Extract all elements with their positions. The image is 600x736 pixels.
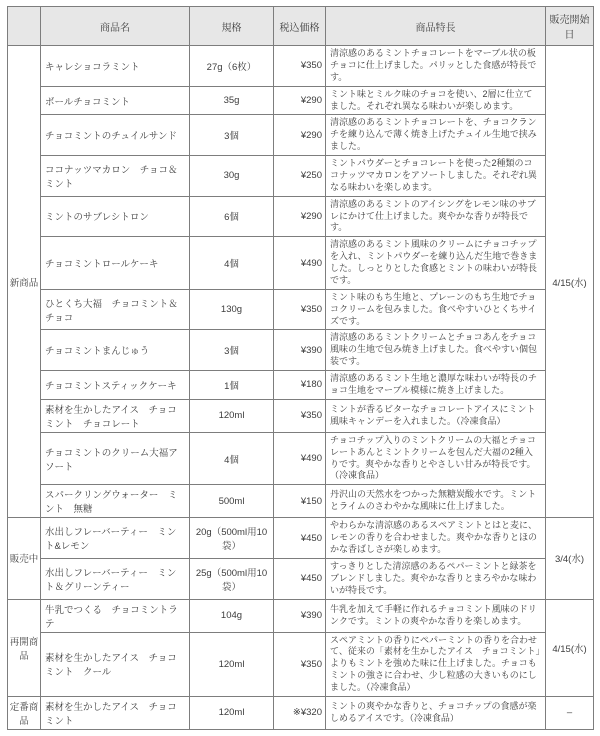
feature-cell: 清涼感のあるミント生地と濃厚な味わいが特長のチョコ生地をマーブル模様に焼き上げました。 (326, 371, 546, 400)
product-row (8, 432, 594, 485)
product-row (8, 237, 594, 290)
product-name-cell: 素材を生かしたアイス チョコミント (41, 696, 190, 729)
product-name-cell: ミントのサブレシトロン (41, 196, 190, 237)
launch-date-cell: 4/15(水) (546, 46, 594, 518)
launch-date-cell: 4/15(水) (546, 599, 594, 696)
feature-cell: ミント味とミルク味のチョコを使い、2層に仕立てました。それぞれ異なる味わいが楽しめます。 (326, 86, 546, 115)
launch-date-cell: – (546, 696, 594, 729)
feature-cell: ミントパウダーとチョコレートを使った2種類のココナッツマカロンをアソートしました。それぞれ異なる味わいを楽しめます。 (326, 156, 546, 197)
product-name-cell: チョコミントスティックケーキ (41, 371, 190, 400)
price-cell: ¥350 (274, 399, 326, 432)
price-cell: ¥180 (274, 371, 326, 400)
spec-cell: 3個 (190, 330, 274, 371)
feature-cell: すっきりとした清涼感のあるペパーミントと緑茶をブレンドしました。爽やかな香りとまろやかな味わいが特長です。 (326, 558, 546, 599)
price-cell: ¥250 (274, 156, 326, 197)
price-cell: ※¥320 (274, 696, 326, 729)
category-cell: 新商品 (8, 46, 41, 518)
product-name-cell: 水出しフレーバーティー ミント&レモン (41, 518, 190, 559)
spec-cell: 25g（500ml用10袋） (190, 558, 274, 599)
category-cell: 再開商品 (8, 599, 41, 696)
product-row (8, 696, 594, 729)
product-row (8, 485, 594, 518)
spec-cell: 35g (190, 86, 274, 115)
product-row (8, 518, 594, 559)
spec-cell: 120ml (190, 399, 274, 432)
product-name-cell: ココナッツマカロン チョコ＆ミント (41, 156, 190, 197)
product-row (8, 399, 594, 432)
product-row (8, 115, 594, 156)
price-cell: ¥490 (274, 237, 326, 290)
spec-cell: 500ml (190, 485, 274, 518)
price-cell: ¥150 (274, 485, 326, 518)
product-row (8, 558, 594, 599)
price-cell: ¥290 (274, 115, 326, 156)
product-table (7, 6, 594, 730)
product-row (8, 86, 594, 115)
feature-cell: 清涼感のあるミントチョコレートを、チョコクランチを練り込んで薄く焼き上げたチュイル生地で挟みました。 (326, 115, 546, 156)
category-cell: 販売中 (8, 518, 41, 599)
col-header-spec: 規格 (190, 7, 274, 46)
col-header-price: 税込価格 (274, 7, 326, 46)
product-row (8, 196, 594, 237)
feature-cell: 清涼感のあるミントクリームとチョコあんをチョコ風味の生地で包み焼き上げました。食べやすい個包装です。 (326, 330, 546, 371)
product-name-cell: 素材を生かしたアイス チョコミント クール (41, 632, 190, 696)
feature-cell: チョコチップ入りのミントクリームの大福とチョコレートあんとミントクリームを包んだ大福の2種入りです。爽やかな香りとやさしい甘みが特長です。（冷凍食品） (326, 432, 546, 485)
product-row (8, 289, 594, 330)
price-cell: ¥290 (274, 196, 326, 237)
spec-cell: 4個 (190, 237, 274, 290)
feature-cell: スペアミントの香りにペパーミントの香りを合わせて、従来の「素材を生かしたアイス チョコミント」よりもミントを強めた味に仕上げました。チョコもミントの強さに合わせ、少し粒感の大きいものにしました。（冷凍食品） (326, 632, 546, 696)
product-name-cell: スパークリングウォーター ミント 無糖 (41, 485, 190, 518)
header-row (8, 7, 594, 46)
spec-cell: 30g (190, 156, 274, 197)
price-cell: ¥350 (274, 289, 326, 330)
price-cell: ¥390 (274, 599, 326, 632)
product-name-cell: チョコミントまんじゅう (41, 330, 190, 371)
feature-cell: やわらかな清涼感のあるスペアミントとはと麦に、レモンの香りを合わせました。爽やかな香りとほのかな香ばしさが楽しめます。 (326, 518, 546, 559)
feature-cell: ミント味のもち生地と、プレーンのもち生地でチョコクリームを包みました。食べやすいひとくちサイズです。 (326, 289, 546, 330)
spec-cell: 27g（6枚） (190, 46, 274, 87)
feature-cell: 清涼感のあるミントのアイシングをレモン味のサブレにかけて仕上げました。爽やかな香りが特長です。 (326, 196, 546, 237)
price-cell: ¥290 (274, 86, 326, 115)
price-cell: ¥490 (274, 432, 326, 485)
spec-cell: 1個 (190, 371, 274, 400)
product-row (8, 371, 594, 400)
feature-cell: ミントの爽やかな香りと、チョコチップの食感が楽しめるアイスです。（冷凍食品） (326, 696, 546, 729)
product-name-cell: キャレショコラミント (41, 46, 190, 87)
product-name-cell: チョコミントロールケーキ (41, 237, 190, 290)
price-cell: ¥350 (274, 632, 326, 696)
category-cell: 定番商品 (8, 696, 41, 729)
product-row (8, 599, 594, 632)
product-name-cell: ボールチョコミント (41, 86, 190, 115)
col-header-product-name: 商品名 (41, 7, 190, 46)
spec-cell: 130g (190, 289, 274, 330)
category-header-cell (8, 7, 41, 46)
spec-cell: 120ml (190, 632, 274, 696)
col-header-launch-date: 販売開始日 (546, 7, 594, 46)
feature-cell: 丹沢山の天然水をつかった無糖炭酸水です。ミントとライムのさわやかな風味に仕上げました。 (326, 485, 546, 518)
feature-cell: 清涼感のあるミントチョコレートをマーブル状の板チョコに仕上げました。パリッとした食感が特長です。 (326, 46, 546, 87)
col-header-feature: 商品特長 (326, 7, 546, 46)
feature-cell: 牛乳を加えて手軽に作れるチョコミント風味のドリンクです。ミントの爽やかな香りを楽しめます。 (326, 599, 546, 632)
spec-cell: 3個 (190, 115, 274, 156)
spec-cell: 104g (190, 599, 274, 632)
product-name-cell: チョコミントのクリーム大福アソート (41, 432, 190, 485)
product-name-cell: 素材を生かしたアイス チョコミント チョコレート (41, 399, 190, 432)
spec-cell: 6個 (190, 196, 274, 237)
table-body (8, 46, 594, 730)
price-cell: ¥390 (274, 330, 326, 371)
price-cell: ¥350 (274, 46, 326, 87)
product-row (8, 330, 594, 371)
product-name-cell: 牛乳でつくる チョコミントラテ (41, 599, 190, 632)
launch-date-cell: 3/4(水) (546, 518, 594, 599)
spec-cell: 120ml (190, 696, 274, 729)
price-cell: ¥450 (274, 558, 326, 599)
product-name-cell: ひとくち大福 チョコミント＆チョコ (41, 289, 190, 330)
feature-cell: ミントが香るビターなチョコレートアイスにミント風味キャンデーを入れました。（冷凍食品） (326, 399, 546, 432)
spec-cell: 4個 (190, 432, 274, 485)
product-name-cell: チョコミントのチュイルサンド (41, 115, 190, 156)
product-row (8, 156, 594, 197)
product-row (8, 632, 594, 696)
price-cell: ¥450 (274, 518, 326, 559)
feature-cell: 清涼感のあるミント風味のクリームにチョコチップを入れ、ミントパウダーを練り込んだ生地で巻きました。しっとりとした食感とミントの味わいが特長です。 (326, 237, 546, 290)
spec-cell: 20g（500ml用10袋） (190, 518, 274, 559)
product-row (8, 46, 594, 87)
product-name-cell: 水出しフレーバーティー ミント＆グリーンティー (41, 558, 190, 599)
